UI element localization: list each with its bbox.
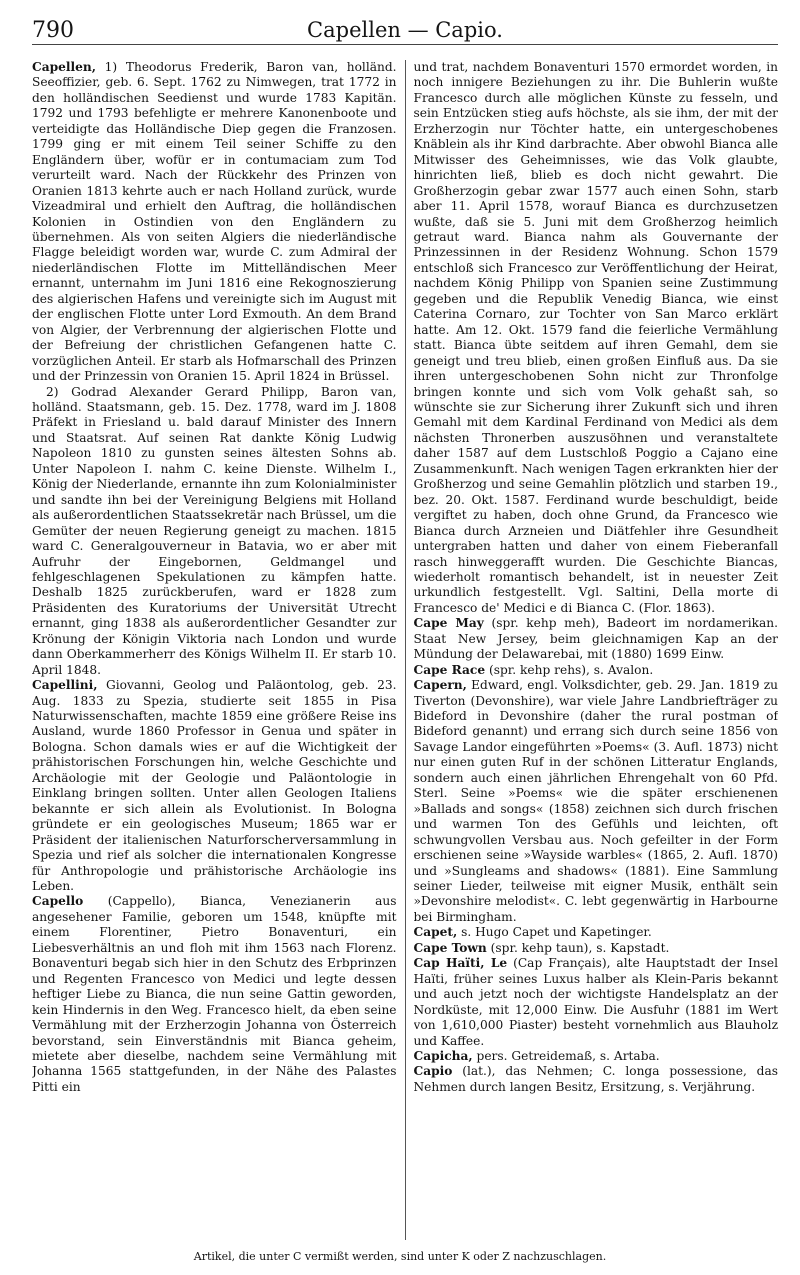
entry-capio [414,1064,779,1095]
headword: Capet, [413,925,458,940]
entry-text: (spr. kehp rehs), s. Avalon. [485,662,654,677]
entry-cape-may [414,616,779,662]
entry-capern [414,678,779,925]
entry-text: 1) Theodorus Frederik, Baron van, holländ. Seeoffizier, geb. 6. Sept. 1762 zu Nimwegen, trat 1772 in den holländischen Seedienst und wurde 1783 Kapitän. 1792 und 1793 befehligte er mehrere Kanonenboote und verteidigte das Holländische Diep gegen die Franzosen. 1799 ging er mit einem Teil seiner Schiffe zu den Engländern über, wofür er in contumaciam zum Tod verurteilt ward. Nach der Rückkehr des Prinzen von Oranien 1813 kehrte auch er nach Holland zurück, wurde Vizeadmiral und erhielt den Auftrag, die holländischen Kolonien in Ostindien von den Engländern zu übernehmen. Als von seiten Algiers die niederländische Flagge beleidigt worden war, wurde C. zum Admiral der niederländischen Flotte im Mittelländischen Meer ernannt, unternahm im Juni 1816 eine Rekognoszierung des algierischen Hafens und vereinigte sich im August mit der englischen Flotte unter Lord Exmouth. An dem Brand von Algier, der Verbrennung der algierischen Flotte und der Befreiung der christlichen Gefangenen hatte C. vorzüglichen Anteil. Er starb als Hofmarschall des Prinzen und der Prinzessin von Oranien 15. April 1824 in Brüssel. [32,60,397,384]
entry-capet [414,925,779,940]
entry-capello-part1 [32,894,397,1095]
entry-cape-race [414,663,779,678]
entry-text: (spr. kehp taun), s. Kapstadt. [486,940,670,955]
right-column [414,60,779,1240]
headword: Capio [413,1064,453,1079]
headword: Capern, [413,678,467,693]
entry-text: s. Hugo Capet und Kapetinger. [457,925,652,940]
entry-text: (spr. kehp meh), Badeort im nordamerikan. Staat New Jersey, beim gleichnamigen Kap an der Mündung der Delawarebai, mit (1880) 1699 Einw. [413,616,779,662]
entry-text: (lat.), das Nehmen; C. longa possessione, das Nehmen durch langen Besitz, Ersitzung, s. Verjährung. [413,1064,779,1094]
headword: Capellen, [32,60,96,74]
entry-text: (Cap Français), alte Hauptstadt der Insel Haïti, früher seines Luxus halber als Klein-Paris bekannt und auch jetzt noch der wichtigste Handelsplatz an der Nordküste, mit 12,000 Einw. Die Ausfuhr (1881 im Wert von 1,610,000 Piaster) besteht vornehmlich aus Blauholz und Kaffee. [413,956,779,1048]
entry-capicha [414,1049,779,1064]
page-number: 790 [32,18,74,43]
entry-capellini [32,678,397,894]
entry-capello-part2 [414,60,779,616]
entry-text: und trat, nachdem Bonaventuri 1570 ermordet worden, in noch innigere Beziehungen zu ihr. Die Buhlerin wußte Francesco durch alle möglichen Künste zu fesseln, und sein Entzücken stieg aufs höchste, als sie ihm, der mit der Erzherzogin nur Töchter hatte, ein untergeschobenes Knäblein als ihr Kind darbrachte. Aber obwohl Bianca alle Mitwisser des Geheimnisses, wie das Volk glaubte, hinrichten ließ, blieb es doch nicht gewahrt. Die Großherzogin gebar zwar 1577 auch einen Sohn, starb aber 11. April 1578, worauf Bianca es durchzusetzen wußte, daß sie 5. Juni mit dem Großherzog heimlich getraut ward. Bianca nahm als Gouvernante der Prinzessinnen in der Residenz Wohnung. Schon 1579 entschloß sich Francesco zur Veröffentlichung der Heirat, nachdem König Philipp von Spanien seine Zustimmung gegeben und die Republik Venedig Bianca, wie einst Caterina Cornaro, zur Tochter von San Marco erklärt hatte. Am 12. Okt. 1579 fand die feierliche Vermählung statt. Bianca übte seitdem auf ihren Gemahl, dem sie geneigt und treu blieb, einen großen Einfluß aus. Da sie ihren untergeschobenen Sohn nicht zur Thronfolge bringen konnte und sich vom Volk gehaßt sah, so wünschte sie zur Sicherung ihrer Zukunft sich und ihren Gemahl mit dem Kardinal Ferdinand von Medici als dem nächsten Thronerben auszusöhnen und veranstaltete daher 1587 auf dem Lustschloß Poggio a Cajano eine Zusammenkunft. Nach wenigen Tagen erkrankten hier der Großherzog und seine Gemahlin plötzlich und starben 19., bez. 20. Okt. 1587. Ferdinand wurde beschuldigt, beide vergiftet zu haben, doch ohne Grund, da Francesco wie Bianca durch Arzneien und Diätfehler ihre Gesundheit untergraben hatten und daher von einem Fieberanfall rasch hinweggerafft wurden. Die Geschichte Biancas, wiederholt romantisch behandelt, ist in neuester Zeit urkundlich festgestellt. Vgl. Saltini, Della morte di Francesco de' Medici e di Bianca C. (Flor. 1863). [413,60,779,615]
entry-text: Giovanni, Geolog und Paläontolog, geb. 23. Aug. 1833 zu Spezia, studierte seit 1855 in Pisa Naturwissenschaften, machte 1859 eine größere Reise ins Ausland, wurde 1860 Professor in Genua und später in Bologna. Schon damals wies er auf die Wichtigkeit der prähistorischen Forschungen hin, welche Geschichte und Archäologie mit der Geologie und Paläontologie in Einklang bringen sollten. Unter allen Geologen Italiens bekannte er sich allein als Evolutionist. In Bologna gründete er ein geologisches Museum; 1865 war er Präsident der italienischen Naturforscherversammlung in Spezia und rief als solcher die internationalen Kongresse für Anthropologie und prähistorische Archäologie ins Leben. [32,678,397,894]
left-column [32,60,397,1240]
page-header [32,0,778,46]
entry-capellen-2 [32,385,397,679]
entry-cap-haiti [414,956,779,1049]
column-divider [405,60,406,1240]
text-columns [32,60,778,1240]
headword: Capicha, [413,1049,473,1063]
running-head: Capellen — Capio. [307,18,503,42]
entry-text: pers. Getreidemaß, s. Artaba. [472,1049,660,1063]
entry-cape-town [414,941,779,956]
headword: Cape Race [413,662,486,677]
headword: Capello [32,894,84,909]
page-footer: Artikel, die unter C vermißt werden, sind unter K oder Z nachzuschlagen. [193,1250,607,1263]
entry-capellen-1 [32,60,397,385]
headword: Cape May [413,616,484,631]
headword: Cap Haïti, Le [413,956,508,971]
entry-text: 2) Godrad Alexander Gerard Philipp, Baron van, holländ. Staatsmann, geb. 15. Dez. 1778, ward im J. 1808 Präfekt in Friesland u. bald darauf Minister des Innern und Staatsrat. Auf seinen Rat dankte König Ludwig Napoleon 1810 zu gunsten seines ältesten Sohns ab. Unter Napoleon I. nahm C. keine Dienste. Wilhelm I., König der Niederlande, ernannte ihn zum Kolonialminister und sandte ihn bei der Vereinigung Belgiens mit Holland als außerordentlichen Staatssekretär nach Brüssel, um die Gemüter der neuen Regierung geneigt zu machen. 1815 ward C. Generalgouverneur in Batavia, wo er aber mit Aufruhr der Eingebornen, Geldmangel und fehlgeschlagenen Spekulationen zu kämpfen hatte. Deshalb 1825 zurückberufen, ward er 1828 zum Präsidenten des Kuratoriums der Universität Utrecht ernannt, ging 1838 als außerordentlicher Gesandter zur Krönung der Königin Viktoria nach London und wurde dann Oberkammerherr des Königs Wilhelm II. Er starb 10. April 1848. [32,384,397,677]
headword: Capellini, [32,678,98,693]
header-rule [32,44,778,45]
entry-text: Edward, engl. Volksdichter, geb. 29. Jan. 1819 zu Tiverton (Devonshire), war viele Jahre Landbriefträger zu Bideford in Devonshire (daher the rural postman of Bideford genannt) und errang sich durch seine 1856 von Savage Landor eingeführten »Poems« (3. Aufl. 1873) nicht nur einen guten Ruf in der schönen Litteratur Englands, sondern auch einen jährlichen Ehrengehalt von 60 Pfd. Sterl. Seine »Poems« wie die später erschienenen »Ballads and songs« (1858) zeichnen sich durch frischen und warmen Ton des Gefühls und leichten, oft schwungvollen Versbau aus. Noch gefeilter in der Form erschienen seine »Wayside warbles« (1865, 2. Aufl. 1870) und »Sungleams and shadows« (1881). Eine Sammlung seiner Lieder, teilweise mit eigner Musik, enthält sein »Devonshire melodist«. C. lebt gegenwärtig in Harbourne bei Birmingham. [413,678,779,924]
entry-text: (Cappello), Bianca, Venezianerin aus angesehener Familie, geboren um 1548, knüpfte mit einem Florentiner, Pietro Bonaventuri, ein Liebesverhältnis an und floh mit ihm 1563 nach Florenz. Bonaventuri begab sich hier in den Schutz des Erbprinzen und Regenten Francesco von Medici und legte dessen heftiger Liebe zu Bianca, die nun seine Gattin geworden, kein Hindernis in den Weg. Francesco hielt, da eben seine Vermählung mit der Erzherzogin Johanna von Österreich bevorstand, sein Einverständnis mit Bianca geheim, mietete aber dieselbe, nachdem seine Vermählung mit Johanna 1565 stattgefunden, in der Nähe des Palastes Pitti ein [32,894,397,1094]
headword: Cape Town [413,940,487,955]
